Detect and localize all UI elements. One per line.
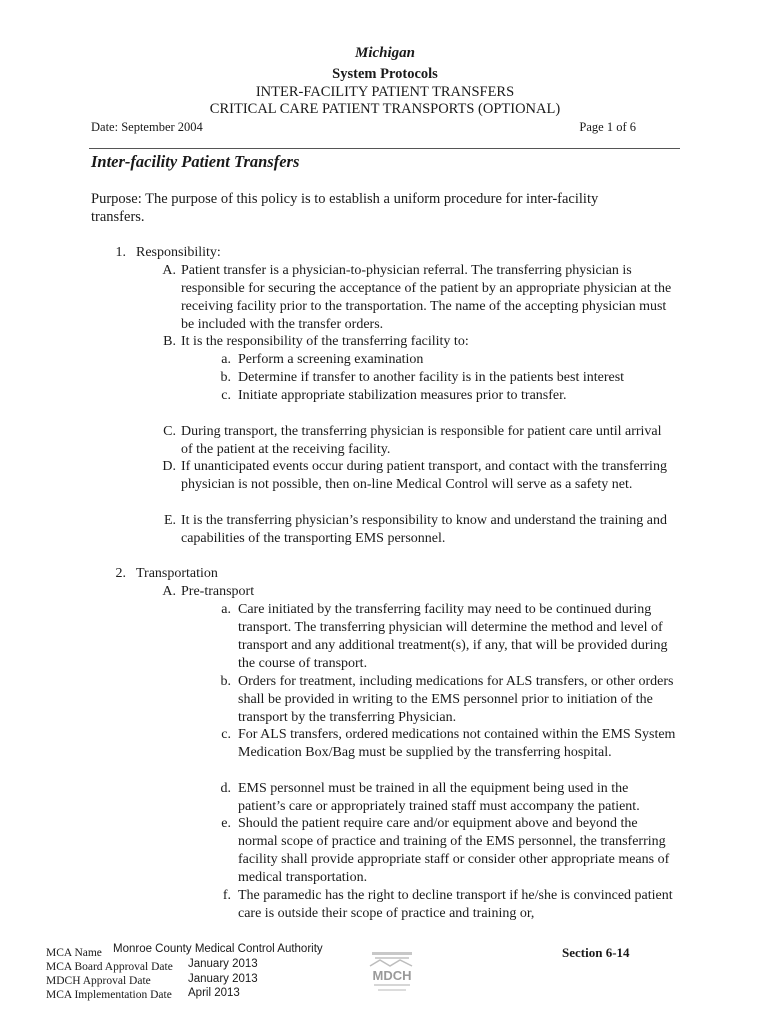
item-1d-text: If unanticipated events occur during patient transport, and contact with the transferring physician is not possible, then on-line Medical Control will serve as a safety net. [181, 459, 667, 492]
item-2a-f-marker: f. [222, 888, 231, 903]
section-number: Section 6-14 [562, 945, 630, 960]
implementation-label: MCA Implementation Date [46, 989, 172, 1001]
item-2a-c-text: For ALS transfers, ordered medications not contained within the EMS System Medication Box/Bag must be supplied by the transferring hospital. [238, 727, 676, 760]
item-2a-marker: A. [162, 584, 176, 599]
item-1e-marker: E. [163, 513, 176, 528]
item-2-label: Transportation [136, 566, 218, 581]
item-2a-f-text: The paramedic has the right to decline transport if he/she is convinced patient care is outside their scope of practice and training or, [238, 888, 673, 921]
item-2a-c-marker: c. [221, 727, 231, 742]
item-2a-text: Pre-transport [181, 584, 255, 599]
implementation-date: April 2013 [188, 987, 240, 999]
item-2a-b-text: Orders for treatment, including medications for ALS transfers, or other orders shall be provided in writing to the EMS personnel prior to initiation of the transport by the transferring Physician. [238, 674, 674, 725]
board-approval-date: January 2013 [188, 958, 258, 970]
section-title: Inter-facility Patient Transfers [91, 152, 300, 171]
item-1b-text: It is the responsibility of the transferring facility to: [181, 334, 469, 349]
header-title-2: CRITICAL CARE PATIENT TRANSPORTS (OPTIONAL) [209, 101, 561, 117]
item-1a-text: Patient transfer is a physician-to-physician referral. The transferring physician is responsible for securing the acceptance of the patient by an appropriate physician at the receiving facility prior to the transportation. The name of the accepting physician must be included with the transfer orders. [181, 263, 672, 332]
page-number: Page 1 of 6 [579, 120, 636, 134]
item-2a-a-text: Care initiated by the transferring facility may need to be continued during transport. The transferring physician will determine the method and level of transport and any additional treatment(s), if any, that will be provided during the course of transport. [238, 602, 668, 671]
item-1e-text: It is the transferring physician’s responsibility to know and understand the training and capabilities of the transporting EMS personnel. [181, 513, 668, 546]
header-divider [89, 148, 680, 149]
mdch-logo [366, 950, 418, 1000]
item-1-number: 1. [115, 245, 126, 260]
item-2a-b-marker: b. [220, 674, 231, 689]
footer-mca-name-row [46, 946, 102, 960]
item-1b-marker: B. [163, 334, 176, 349]
item-1d-marker: D. [162, 459, 176, 474]
item-2a-e-text: Should the patient require care and/or equipment above and beyond the normal scope of practice and training of the EMS personnel, the transferring facility shall provide appropriate staff or consider other appropriate means of medical transportation. [238, 816, 670, 885]
board-approval-label: MCA Board Approval Date [46, 961, 173, 973]
item-2a-d-marker: d. [220, 781, 231, 796]
header-state: Michigan [354, 45, 415, 61]
item-1-label: Responsibility: [136, 245, 221, 260]
logo-wordmark: MDCH [372, 968, 412, 983]
header-date: Date: September 2004 [91, 120, 203, 134]
item-1b-b-text: Determine if transfer to another facility is in the patients best interest [238, 370, 625, 385]
item-1c-marker: C. [163, 424, 176, 439]
item-2-number: 2. [115, 566, 126, 581]
header-title-1: INTER-FACILITY PATIENT TRANSFERS [255, 84, 515, 100]
item-2a-d-text: EMS personnel must be trained in all the equipment being used in the patient’s care or appropriately trained staff must accompany the patient. [238, 781, 640, 814]
mdch-approval-label: MDCH Approval Date [46, 975, 151, 987]
mdch-approval-date: January 2013 [188, 973, 258, 985]
purpose-paragraph: Purpose: The purpose of this policy is to establish a uniform procedure for inter-facility transfers. [91, 191, 599, 225]
mca-name-value: Monroe County Medical Control Authority [113, 943, 323, 955]
mca-name-label: MCA Name [46, 947, 102, 959]
item-1b-b-marker: b. [220, 370, 231, 385]
item-1b-a-marker: a. [221, 352, 231, 367]
item-1c-text: During transport, the transferring physician is responsible for patient care until arrival of the patient at the receiving facility. [181, 424, 662, 457]
item-2a-a-marker: a. [221, 602, 231, 617]
item-1b-c-marker: c. [221, 388, 231, 403]
item-1b-c-text: Initiate appropriate stabilization measures prior to transfer. [238, 388, 567, 403]
header-system: System Protocols [332, 66, 438, 82]
item-1a-marker: A. [162, 263, 176, 278]
item-2a-e-marker: e. [221, 816, 231, 831]
item-1b-a-text: Perform a screening examination [238, 352, 424, 367]
